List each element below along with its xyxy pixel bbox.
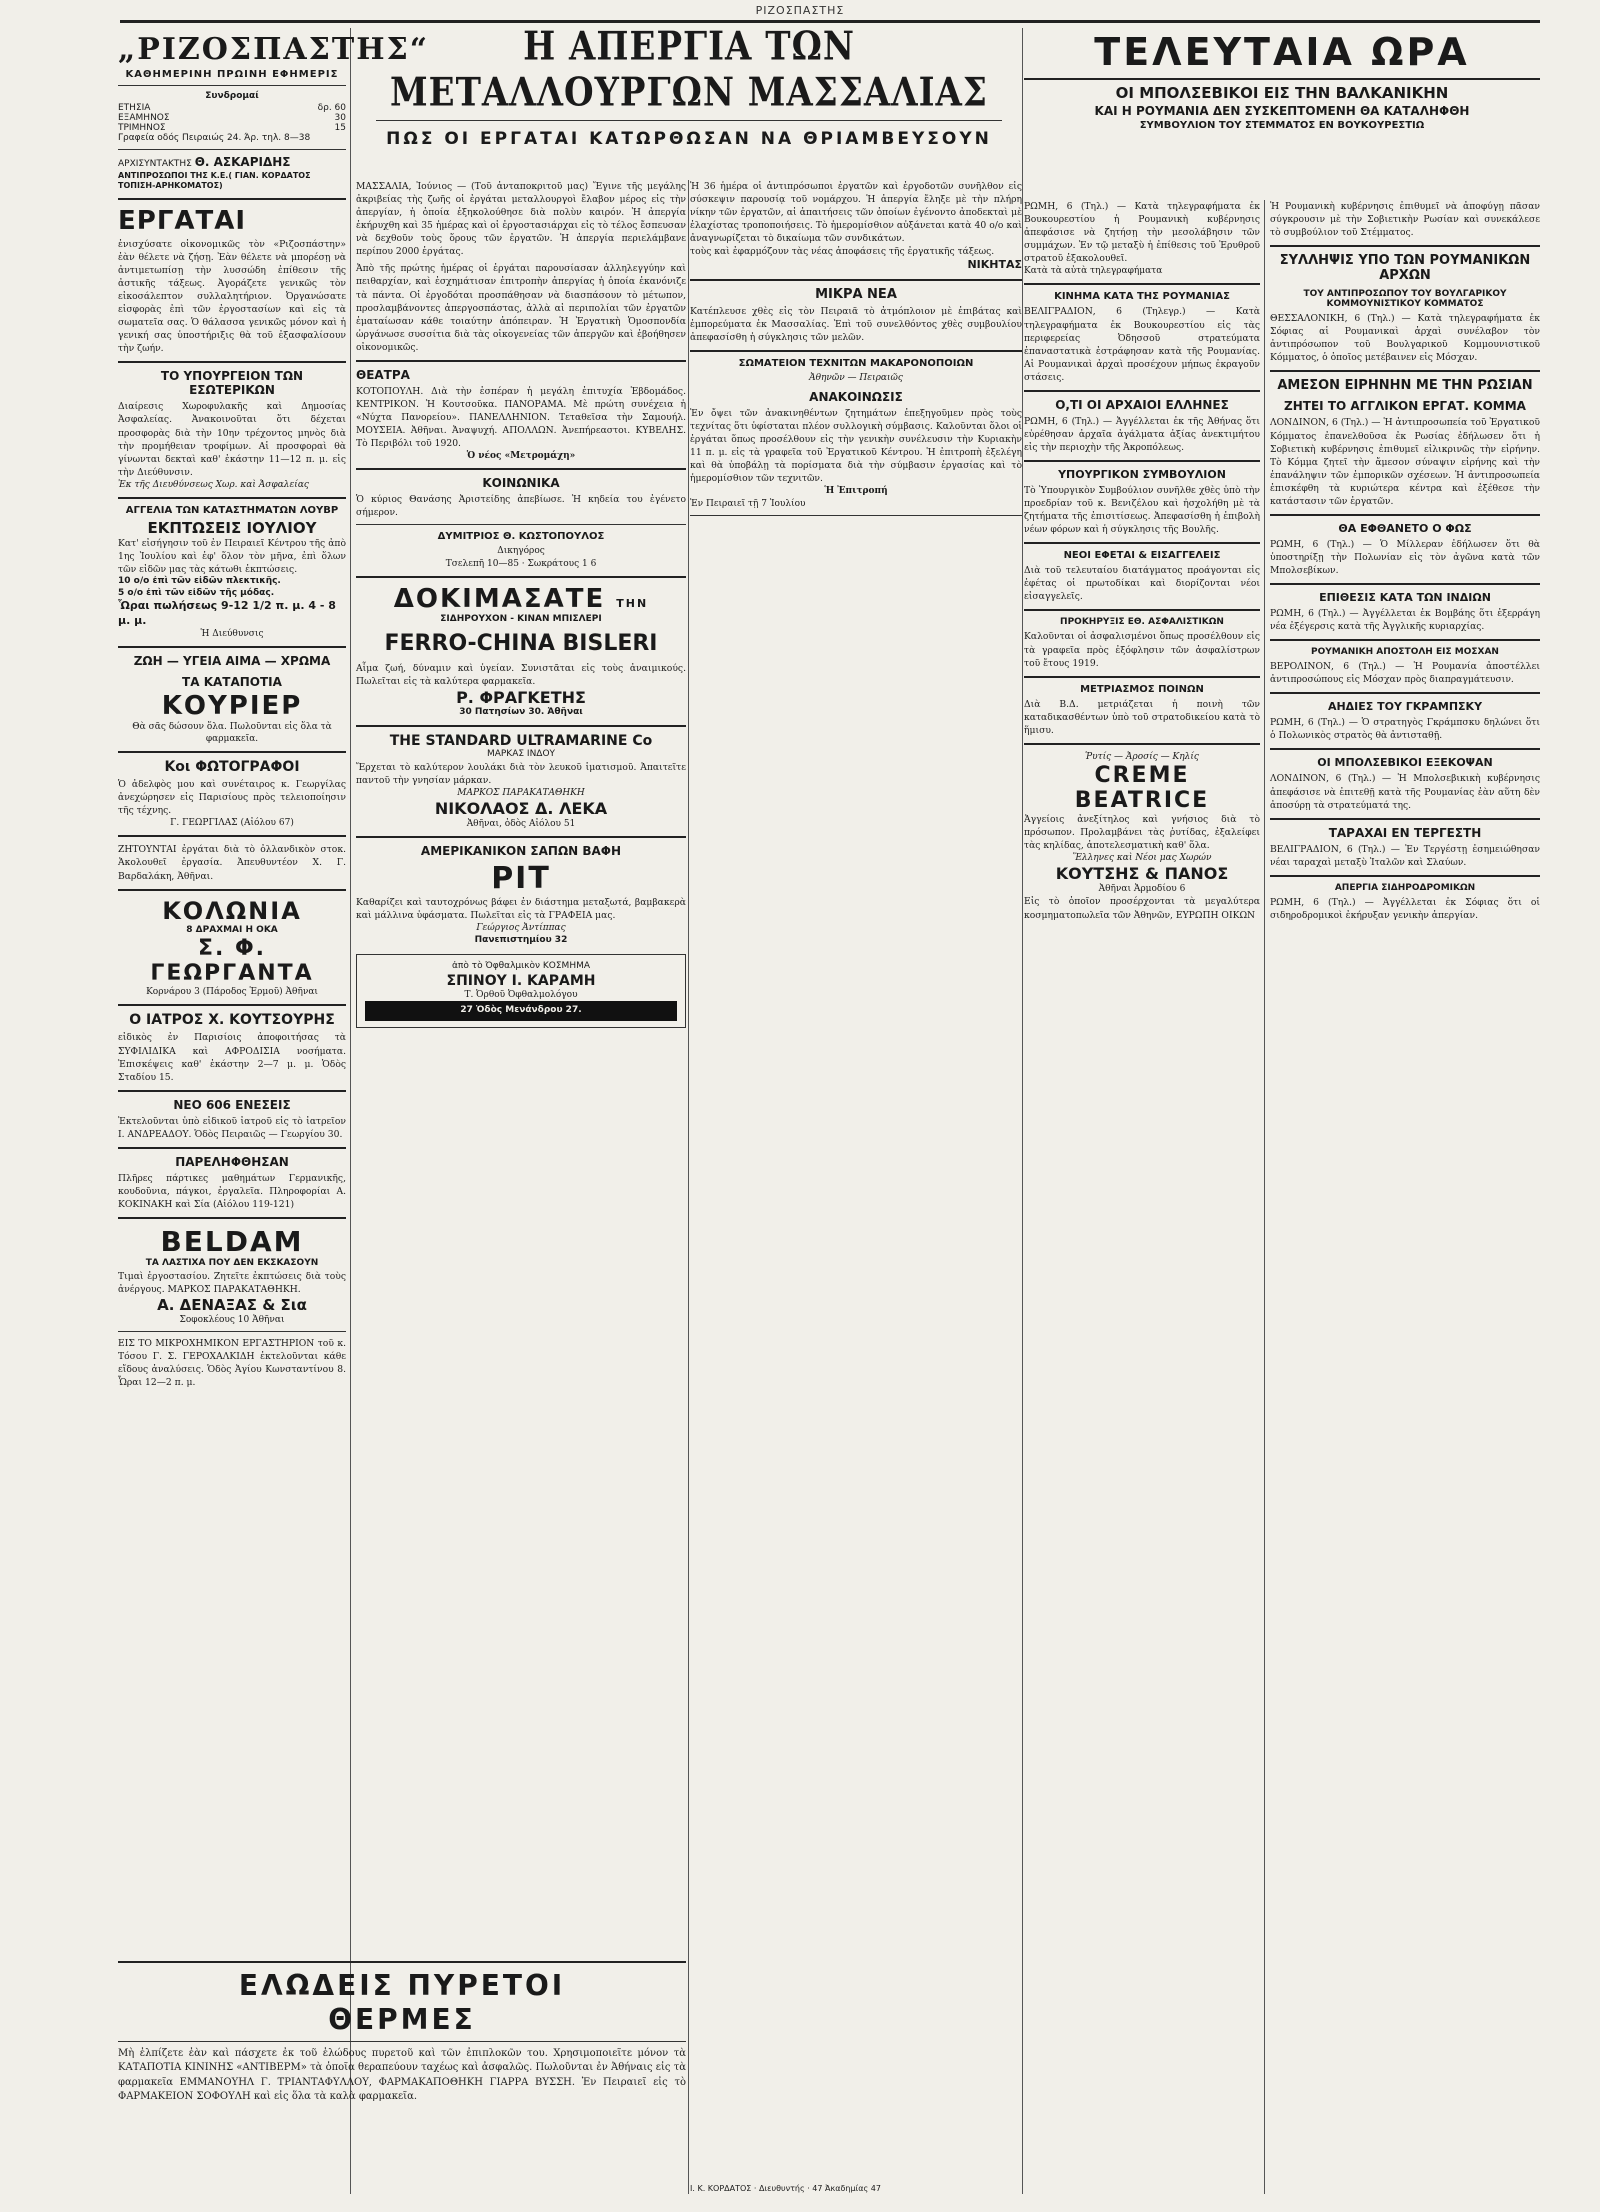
bolshevik-text: ΛΟΝΔΙΝΟΝ, 6 (Τηλ.) — Ἡ Μπολσεβικικὴ κυβέρνησις ἀπεφάσισε νὰ ἐπιτεθῇ κατὰ τῆς Ρουμανίας ἐὰν αὕτη δὲν ἀποσύρῃ τὰ στρατεύματά της. xyxy=(1270,773,1540,811)
india-heading: ΕΠΙΘΕΣΙΣ ΚΑΤΑ ΤΩΝ ΙΝΔΙΩΝ xyxy=(1319,591,1491,605)
column-rule xyxy=(350,28,351,2194)
main-headline xyxy=(356,24,1022,149)
shops-heading: ΑΓΓΕΛΙΑ ΤΩΝ ΚΑΤΑΣΤΗΜΑΤΩΝ ΛΟΥΒΡ xyxy=(125,504,339,516)
union-sign: Ἡ Ἐπιτροπή xyxy=(824,486,888,497)
union-footer: Ἐν Πειραιεῖ τῇ 7 Ἰουλίου xyxy=(690,498,806,509)
creme-heading: CREME BEATRICE xyxy=(1074,762,1210,813)
workers-heading: ΕΡΓΑΤΑΙ xyxy=(118,205,247,236)
shops-sign: Ἡ Διεύθυνσις xyxy=(200,629,264,640)
moscow-text: ΒΕΡΟΛΙΝΟΝ, 6 (Τηλ.) — Ἡ Ρουμανία ἀποστέλλει ἀντιπροσώπους εἰς Μόσχαν πρὸς διαπραγμάτευσιν. xyxy=(1270,661,1540,686)
subscription-row: ΕΞΑΜΗΝΟΣ 30 xyxy=(118,112,346,123)
moscow-heading: ΡΟΥΜΑΝΙΚΗ ΑΠΟΣΤΟΛΗ ΕΙΣ ΜΟΣΧΑΝ xyxy=(1311,647,1499,658)
cologne-price: 8 ΔΡΑΧΜΑΙ Η ΟΚΑ xyxy=(186,924,278,935)
archaeology-text: ΡΩΜΗ, 6 (Τηλ.) — Ἀγγέλλεται ἐκ τῆς Ἀθήνας ὅτι εὑρέθησαν ἀρχαῖα ἀγάλματα ἀξίας ἀνεκτιμήτου εἰς τὴν περιοχὴν τῆς Ἀκροπόλεως. xyxy=(1024,415,1260,453)
optician-sub: Τ. Ὀρθοῦ Ὀφθαλμολόγου xyxy=(464,989,578,1000)
peace-sub: ΖΗΤΕΙ ΤΟ ΑΓΓΛΙΚΟΝ ΕΡΓΑΤ. ΚΟΜΜΑ xyxy=(1284,399,1526,414)
judges-text: Διὰ τοῦ τελευταίου διατάγματος προάγονται εἰς ἐφέτας οἱ πρωτοδίκαι καὶ διορίζονται νέοι εἰσαγγελεῖς. xyxy=(1024,565,1260,603)
shops-pct2: 5 ο/ο ἐπὶ τῶν εἰδῶν τῆς μόδας. xyxy=(118,587,275,598)
union-city: Ἀθηνῶν — Πειραιῶς xyxy=(809,372,903,383)
beldam-name: Α. ΔΕΝΑΞΑΣ & Σια xyxy=(157,1295,307,1314)
running-head: ΡΙΖΟΣΠΑΣΤΗΣ xyxy=(755,4,845,17)
photo-sign: Γ. ΓΕΩΡΓΙΛΑΣ (Αἰόλου 67) xyxy=(170,818,294,829)
offer-heading: ΠΡΟΚΗΡΥΞΙΣ ΕΘ. ΑΣΦΑΛΙΣΤΙΚΩΝ xyxy=(1060,617,1224,628)
editor-line: ΑΡΧΙΣΥΝΤΑΚΤΗΣ Θ. ΑΣΚΑΡΙΔΗΣ xyxy=(118,155,291,170)
soap-address: Πανεπιστημίου 32 xyxy=(474,934,568,945)
offer-text: Καλοῦνται οἱ ἀσφαλισμένοι ὅπως προσέλθουν εἰς τὰ γραφεῖα πρὸς ἐξόφλησιν τῶν ἀσφαλίστρων τοῦ ἔτους 1919. xyxy=(1024,631,1260,669)
top-rule xyxy=(120,20,1540,23)
social-text: Ὁ κύριος Θανάσης Ἀριστείδης ἀπεβίωσε. Ἡ κηδεία του ἐγένετο σήμερον. xyxy=(356,494,686,519)
doctor-heading: Ο ΙΑΤΡΟΣ Χ. ΚΟΥΤΣΟΥΡΗΣ xyxy=(129,1012,335,1029)
last-hour-h2: ΚΑΙ Η ΡΟΥΜΑΝΙΑ ΔΕΝ ΣΥΣΚΕΠΤΟΜΕΝΗ ΘΑ ΚΑΤΑΛΗΦΘΗ xyxy=(1094,104,1470,118)
council-heading: ΥΠΟΥΡΓΙΚΟΝ ΣΥΜΒΟΥΛΙΟΝ xyxy=(1058,468,1226,482)
ferro-address: 30 Πατησίων 30. Ἀθῆναι xyxy=(459,707,583,718)
representatives: ΑΝΤΙΠΡΟΣΩΠΟΙ ΤΗΣ Κ.Ε.( ΓΙΑΝ. ΚΟΡΔΑΤΟΣ ΤΟΠΙΣΗ-ΑΡΗΚΟΜΑΤΟΣ) xyxy=(118,171,311,191)
cologne-heading: ΚΟΛΩΝΙΑ xyxy=(162,896,302,925)
ultramarine-depot: ΜΑΡΚΟΣ ΠΑΡΑΚΑΤΑΘΗΚΗ xyxy=(457,787,585,798)
ferro-agent: Ρ. ΦΡΑΓΚΕΤΗΣ xyxy=(456,688,586,708)
ministry-heading: ΤΟ ΥΠΟΥΡΓΕΙΟΝ ΤΩΝ ΕΣΩΤΕΡΙΚΩΝ xyxy=(160,369,304,398)
last-hour-title: ΤΕΛΕΥΤΑΙΑ ΩΡΑ xyxy=(1094,30,1470,74)
creme-tail: Εἰς τὸ ὁποῖον προσέρχονται τὰ μεγαλύτερα κοσμηματοπωλεῖα τῶν Ἀθηνῶν, ΕΥΡΩΠΗ ΟΙΚΩΝ xyxy=(1024,896,1260,921)
tenders-heading: ΠΑΡΕΛΗΦΘΗΣΑΝ xyxy=(175,1154,289,1169)
main-headline-subtitle: ΠΩΣ ΟΙ ΕΡΓΑΤΑΙ ΚΑΤΩΡΘΩΣΑΝ ΝΑ ΘΡΙΑΜΒΕΥΣΟΥΝ xyxy=(386,129,992,149)
fever-ad xyxy=(118,1955,686,2104)
try-sub: ΣΙΔΗΡΟΥΧΟΝ - ΚΙΝΑΝ ΜΠΙΣΛΕΡΙ xyxy=(440,613,602,624)
wanted-text: ΖΗΤΟΥΝΤΑΙ ἐργάται διὰ τὸ ὀλλανδικὸν στοκ. Ἀκολουθεῖ ἐργασία. Ἀπευθυντέον Χ. Γ. Βαρδαλάκη, Ἀθῆναι. xyxy=(118,844,346,882)
optician-name: ΣΠΙΝΟΥ Ι. ΚΑΡΑΜΗ xyxy=(446,972,596,989)
column-rule xyxy=(688,180,689,2194)
theatre-heading: ΘΕΑΤΡΑ xyxy=(356,367,410,382)
union-heading: ΣΩΜΑΤΕΙΟΝ ΤΕΧΝΙΤΩΝ ΜΑΚΑΡΟΝΟΠΟΙΩΝ xyxy=(738,357,974,369)
ultramarine-text: Ἔρχεται τὸ καλύτερον λουλάκι διὰ τὸν λευκοῦ ἱματισμοῦ. Ἀπαιτεῖτε παντοῦ τὴν γνησίαν μάρκαν. xyxy=(356,761,686,786)
last-hour-h1: ΟΙ ΜΠΟΛΣΕΒΙΚΟΙ ΕΙΣ ΤΗΝ ΒΑΛΚΑΝΙΚΗΝ xyxy=(1115,84,1449,102)
judges-heading: ΝΕΟΙ ΕΦΕΤΑΙ & ΕΙΣΑΓΓΕΛΕΙΣ xyxy=(1063,550,1221,562)
beldam-address: Σοφοκλέους 10 Ἀθῆναι xyxy=(179,1314,285,1325)
small-news-text: Κατέπλευσε χθὲς εἰς τὸν Πειραιᾶ τὸ ἀτμόπλοιον μὲ ἐπιβάτας καὶ ἐμπορεύματα ἐκ Μασσαλίας. Ἐπὶ τοῦ συνελθόντος χθὲς συμβουλίου ἀπεφασίσθη ἡ σύγκλησις τῶν μελῶν. xyxy=(690,305,1022,343)
beldam-text: Τιμαὶ ἐργοστασίου. Ζητεῖτε ἐκπτώσεις διὰ τοὺς ἀνέργους. ΜΑΡΚΟΣ ΠΑΡΑΚΑΤΑΘΗΚΗ. xyxy=(118,1270,346,1295)
romania-lead-tail: Κατὰ τὰ αὐτὰ τηλεγραφήματα xyxy=(1024,266,1163,277)
soap-agent: Γεώργιος Ἀντίππας xyxy=(476,923,566,934)
soap-brand: PIT xyxy=(491,861,551,897)
doctor-text: εἰδικὸς ἐν Παρισίοις ἀποφοιτήσας τὰ ΣΥΦΙΛΙΔΙΚΑ καὶ ΑΦΡΟΔΙΣΙΑ νοσήματα. Ἐπισκέψεις καθ' ἑκάστην 2—7 μ. μ. Ὁδὸς Σταδίου 15. xyxy=(118,1032,346,1083)
photo-text: Ὁ ἀδελφὸς μου καὶ συνέταιρος κ. Γεωργίλας ἀνεχώρησεν εἰς Παρισίους πρὸς τελειοποίησιν τῆς τέχνης. xyxy=(118,779,346,817)
article-lead: ΜΑΣΣΑΛΙΑ, Ἰούνιος — (Τοῦ ἀνταποκριτοῦ μας) Ἔγινε τῆς μεγάλης ἀκριβείας τὴς ζωῆς οἱ ἐργάται μεταλλουργοὶ ἔλαβον μέρος εἰς τὴν ἀπεργίαν, ἡ ὁποία ἐξηκολούθησε διὰ πολὺν καιρόν. Ἡ ἀπεργία ἐκήρυχθη καὶ 35 ἡμέρας καὶ οἱ ἐργοστασιάρχαι εἰς τὸ τέλος ἔσπευσαν νὰ δεχθοῦν τοὺς ὅρους τῶν ἐργατῶν. Ἡ ἀπεργία περιελάμβανε περίπου 2000 ἐργάτας. xyxy=(356,181,686,258)
subscription-row: ΤΡΙΜΗΝΟΣ 15 xyxy=(118,122,346,133)
soap-text: Καθαρίζει καὶ ταυτοχρόνως βάφει ἐν διάστημα μεταξωτά, βαμβακερὰ καὶ μάλλινα ὑφάσματα. Πωλεῖται εἰς τὰ ΓΡΑΦΕΙΑ μας. xyxy=(356,897,686,922)
council-lead: Ἡ Ρουμανικὴ κυβέρνησις ἐπιθυμεῖ νὰ ἀποφύγῃ πᾶσαν σύγκρουσιν μὲ τὴν Σοβιετικὴν Ρωσίαν καὶ συνεκάλεσε τὸ συμβούλιον τοῦ Στέμματος. xyxy=(1270,201,1540,239)
pills-heading: ΤΑ ΚΑΤΑΠΟΤΙΑ ΚΟΥΡΙΕΡ xyxy=(161,675,303,721)
strike-text: ΒΕΛΙΓΡΑΔΙΟΝ, 6 (Τηλεγρ.) — Κατὰ τηλεγραφήματα ἐκ Βουκουρεστίου εἰς τὰς περιφερείας Ὀδησσοῦ στρατεύματα ἐπαναστατικὰ ἐστράφησαν κατὰ τῆς Ρουμανίας. Αἱ Ρουμανικαὶ ἀρχαὶ προσέχουν μήπως ἐκραγοῦν στάσεις. xyxy=(1024,306,1260,383)
column-d xyxy=(1024,200,1260,2194)
penalties-text: Διὰ Β.Δ. μετριάζεται ἡ ποινὴ τῶν καταδικασθέντων ὑπὸ τοῦ στρατοδικείου κατὰ τὸ ἥμισυ. xyxy=(1024,698,1260,736)
life-heading: ΖΩΗ — ΥΓΕΙΑ ΑΙΜΑ — ΧΡΩΜΑ xyxy=(133,654,331,669)
tenders-text: Πλῆρες πάρτικες μαθημάτων Γερμανικῆς, κουδοῦνια, πάγκοι, ἐργαλεῖα. Πληροφορίαι Α. ΚΟΚΙΝΑΚΗ καὶ Σία (Αἰόλου 119-121) xyxy=(118,1172,346,1210)
cologne-name: Σ. Φ. ΓΕΩΡΓΑΝΤΑ xyxy=(150,936,314,987)
creme-sign: Ἕλληνες καὶ Νέοι μας Χωρών xyxy=(1072,853,1212,864)
arrest-sub: ΤΟΥ ΑΝΤΙΠΡΟΣΩΠΟΥ ΤΟΥ ΒΟΥΛΓΑΡΙΚΟΥ ΚΟΜΜΟΥΝΙΣΤΙΚΟΥ ΚΟΜΜΑΤΟΣ xyxy=(1303,289,1507,310)
small-news-heading: ΜΙΚΡΑ ΝΕΑ xyxy=(815,286,897,302)
lawyer-sub: Δικηγόρος xyxy=(497,546,545,557)
arrest-text: ΘΕΣΣΑΛΟΝΙΚΗ, 6 (Τηλ.) — Κατὰ τηλεγραφήματα ἐκ Σόφιας αἱ Ρουμανικαὶ ἀρχαὶ συνέλαβον τὸν ἀντιπρόσωπον τοῦ Βουλγαρικοῦ Κομμουνιστικοῦ Κόμματος, ὁ ὁποῖος μετέβαινεν εἰς Μόσχαν. xyxy=(1270,313,1540,364)
peace-text: ΛΟΝΔΙΝΟΝ, 6 (Τηλ.) — Ἡ ἀντιπροσωπεία τοῦ Ἐργατικοῦ Κόμματος ἐπανελθοῦσα ἐκ Ρωσίας ἐδήλωσεν ὅτι ἡ Σοβιετικὴ κυβέρνησις ἐπιθυμεῖ εἰλικρινῶς τὴν εἰρήνην. Τὸ Κόμμα ζητεῖ τὴν ἄμεσον σύναψιν εἰρήνης καὶ τὴν ἐπανάληψιν τῶν ἐμπορικῶν σχέσεων. Ἡ ἀντιπροσωπεία ἐπισκέφθη τὰ κυριώτερα κέντρα καὶ ἐξέθεσε τὴν κατάστασιν τῶν ἐργατῶν. xyxy=(1270,417,1540,507)
arrest-heading: ΣΥΛΛΗΨΙΣ ΥΠΟ ΤΩΝ ΡΟΥΜΑΝΙΚΩΝ ΑΡΧΩΝ xyxy=(1279,253,1531,284)
shops-text: Κατ' εἰσήγησιν τοῦ ἐν Πειραιεῖ Κέντρου τῆς ἀπὸ 1ης Ἰουλίου καὶ ἐφ' ὅλον τὸν μῆνα, ἐπὶ ὅλων τῶν εἰδῶν μας τὰς κάτωθι ἐκπτώσεις. xyxy=(118,537,346,576)
social-heading: ΚΟΙΝΩΝΙΚΑ xyxy=(482,476,560,491)
ministry-sign: Ἐκ τῆς Διευθύνσεως Χωρ. καὶ Ἀσφαλείας xyxy=(118,479,309,490)
ministry-text: Διαίρεσις Χωροφυλακῆς καὶ Δημοσίας Ἀσφαλείας. Ἀνακοινοῦται ὅτι δέχεται προσφορὰς διὰ τὴν 10ην τρέχοντος μηνὸς διὰ τὴν προμήθειαν τροφίμων. Αἱ προσφοραὶ θὰ γίνωνται δεκταὶ καθ' ἑκάστην 11—12 π. μ. εἰς τὴν Διεύθυνσιν. xyxy=(118,401,346,478)
shops-pct1: 10 ο/ο ἐπὶ τῶν εἰδῶν πλεκτικῆς. xyxy=(118,576,281,587)
ferro-text: Αἷμα ζωή, δύναμιν καὶ ὑγείαν. Συνιστᾶται εἰς τοὺς ἀναιμικούς. Πωλεῖται εἰς τὰ καλύτερα φαρμακεῖα. xyxy=(356,663,686,688)
last-hour-header xyxy=(1024,30,1540,133)
masthead-title: „ΡΙΖΟΣΠΑΣΤΗΣ“ xyxy=(118,32,430,67)
ultramarine-agent: ΝΙΚΟΛΑΟΣ Δ. ΛΕΚΑ xyxy=(434,799,608,819)
peace-heading: ΑΜΕΣΟΝ ΕΙΡΗΝΗΝ ΜΕ ΤΗΝ ΡΩΣΙΑΝ xyxy=(1277,378,1533,394)
article-sign: ΝΙΚΗΤΑΣ xyxy=(967,258,1022,272)
riot-text: ΒΕΛΙΓΡΑΔΙΟΝ, 6 (Τηλ.) — Ἐν Τεργέστῃ ἐσημειώθησαν νέαι ταραχαὶ μεταξὺ Ἰταλῶν καὶ Σλαύων. xyxy=(1270,843,1540,868)
strike-heading: ΚΙΝΗΜΑ ΚΑΤΑ ΤΗΣ ΡΟΥΜΑΝΙΑΣ xyxy=(1054,291,1230,303)
column-c xyxy=(690,180,1022,2194)
railway-text: ΡΩΜΗ, 6 (Τηλ.) — Ἀγγέλλεται ἐκ Σόφιας ὅτι οἱ σιδηροδρομικοὶ ἐκήρυξαν γενικὴν ἀπεργίαν. xyxy=(1270,896,1540,921)
ultramarine-address: Ἀθῆναι, ὁδὸς Αἰόλου 51 xyxy=(466,819,576,830)
fever-text: Μὴ ἐλπίζετε ἐὰν καὶ πάσχετε ἐκ τοῦ ἑλώδους πυρετοῦ καὶ τῶν ἐπιπλοκῶν του. Χρησιμοποιεῖτε μόνον τὰ ΚΑΤΑΠΟΤΙΑ ΚΙΝΙΝΗΣ «ΑΝΤΙΒΕΡΜ» τὰ ὁποῖα θεραπεύουν ταχέως καὶ ἀσφαλῶς. Πωλοῦνται ἐν Ἀθήναις εἰς τὰ φαρμακεῖα ΕΜΜΑΝΟΥΗΛ Γ. ΤΡΙΑΝΤΑΦΥΛΛΟΥ, ΦΑΡΜΑΚΑΠΟΘΗΚΗ ΓΙΑΡΡΑ ΒΥΣΣΗ. Ἐν Πειραιεῖ εἰς τὸ ΦΑΡΜΑΚΕΙΟΝ ΣΟΦΟΥΛΗ καὶ εἰς ὅλα τὰ καλὰ φαρμακεῖα. xyxy=(118,2048,686,2102)
union-notice: ΑΝΑΚΟΙΝΩΣΙΣ xyxy=(809,390,903,404)
photo-heading: Κοι ΦΩΤΟΓΡΑΦΟΙ xyxy=(164,759,300,776)
theatre-text: ΚΟΤΟΠΟΥΛΗ. Διὰ τὴν ἑσπέραν ἡ μεγάλη ἐπιτυχία Ἑβδομάδος. ΚΕΝΤΡΙΚΟΝ. Ἡ Κουτσοῦκα. ΠΑΝΟΡΑΜΑ. Μὲ πρώτη συνέχεια ἡ «Νύχτα Πανορείου». ΠΑΝΕΛΛΗΝΙΟΝ. Τεταθεῖσα τὴν Σαμουήλ. ΜΟΥΣΕΙΑ. Ἀθῆναι. Ἀναψυχή. ΑΠΟΛΛΩΝ. Ἀνεπήρεαστοι. ΚΥΒΕΛΗΣ. Τὸ Περιβόλι τοῦ 1920. xyxy=(356,385,686,450)
india-text: ΡΩΜΗ, 6 (Τηλ.) — Ἀγγέλλεται ἐκ Βομβάης ὅτι ἐξερράγη νέα ἐξέγερσις κατὰ τῆς Ἀγγλικῆς κυριαρχίας. xyxy=(1270,608,1540,633)
main-headline-title: Η ΑΠΕΡΓΙΑ ΤΩΝ ΜΕΤΑΛΛΟΥΡΓΩΝ ΜΑΣΣΑΛΙΑΣ xyxy=(390,24,988,116)
beldam-heading: BELDAM xyxy=(160,1225,304,1258)
ferro-brand: FERRO-CHINA BISLERI xyxy=(384,631,658,657)
try-heading: ΔΟΚΙΜΑΣΑΤΕ ΤΗΝ xyxy=(393,583,649,614)
discounts-heading: ΕΚΠΤΩΣΕΙΣ ΙΟΥΛΙΟΥ xyxy=(147,518,317,537)
ultramarine-sub: ΜΑΡΚΑΣ ΙΝΔΟΥ xyxy=(486,749,556,760)
grabski-text: ΡΩΜΗ, 6 (Τηλ.) — Ὁ στρατηγὸς Γκράμπσκυ δηλώνει ὅτι ὁ Πολωνικὸς στρατὸς θὰ ἀντισταθῇ. xyxy=(1270,717,1540,742)
article-continued: Ἡ 36 ἡμέρα οἱ ἀντιπρόσωποι ἐργατῶν καὶ ἐργοδοτῶν συνῆλθον εἰς σύσκεψιν παρουσίᾳ τοῦ νομάρχου. Ἡ ἀπεργία ἔληξε μὲ τὴν πλήρη νίκην τῶν ἐργατῶν, αἱ ἀπαιτήσεις τῶν ὁποίων ἐγένοντο ἀποδεκταὶ μὲ ἐλαχίστας τροποποιήσεις. Τὸ ἡμερομίσθιον αὐξάνεται κατὰ 40 ο/ο καὶ ἀναγνωρίζεται τὸ δικαίωμα τῶν συνδικάτων. xyxy=(690,181,1022,245)
union-text: Ἐν ὄψει τῶν ἀνακινηθέντων ζητημάτων ἐπεξηγοῦμεν πρὸς τοὺς τεχνίτας ὅτι ὑφίσταται πλέον συλλογικὴ σύμβασις. Καλοῦνται ὅλοι οἱ ἐργάται ὅπως προσέλθουν εἰς τὴν γενικὴν συνέλευσιν τὴν Κυριακὴν 11 π. μ. εἰς τὰ γραφεῖα τοῦ Ἐργατικοῦ Κέντρου. Ἡ ἐπιτροπὴ ἐξελέγη καὶ θὰ ὑποβάλῃ τὰ πορίσματα διὰ τὴν σύμβασιν ἐργασίας καὶ τὸ ἡμερομίσθιον τῶν τεχνιτῶν. xyxy=(690,408,1022,485)
light-heading: ΘΑ ΕΦΘΑΝΕΤΟ Ο ΦΩΣ xyxy=(1338,521,1472,535)
creme-pre: Ῥυτίς — Ἀροσίς — Κηλίς xyxy=(1085,751,1199,762)
column-e xyxy=(1270,200,1540,2194)
ultramarine-brand: THE STANDARD ULTRAMARINE Co xyxy=(389,733,653,750)
creme-agent: ΚΟΥΤΣΗΣ & ΠΑΝΟΣ xyxy=(1055,864,1229,884)
fever-heading-1: ΕΛΩΔΕΙΣ ΠΥΡΕΤΟΙ xyxy=(238,1969,566,2002)
column-rule xyxy=(1022,28,1023,2194)
lawyer-address: Τσελεπῆ 10—85 · Σωκράτους 1 6 xyxy=(445,558,597,569)
printer-line: Ι. Κ. ΚΟΡΔΑΤΟΣ · Διευθυντής · 47 Ἀκαδημίας 47 xyxy=(690,2183,881,2193)
railway-heading: ΑΠΕΡΓΙΑ ΣΙΔΗΡΟΔΡΟΜΙΚΩΝ xyxy=(1334,882,1476,893)
creme-text: Ἀγγείοις ἀνεξίτηλος καὶ γνήσιος διὰ τὸ πρόσωπον. Προλαμβάνει τὰς ῥυτίδας, ἐξαλείφει τὰς κηλίδας, ἀποτελεσματικὴ καθ' ὅλα. xyxy=(1024,813,1260,852)
lawyer-heading: ΔΥΜΙΤΡΙΟΣ Θ. ΚΩΣΤΟΠΟΥΛΟΣ xyxy=(437,531,605,543)
masthead-subtitle: ΚΑΘΗΜΕΡΙΝΗ ΠΡΩΙΝΗ ΕΦΗΜΕΡΙΣ xyxy=(125,69,339,80)
neo-text: Ἐκτελοῦνται ὑπὸ εἰδικοῦ ἰατροῦ εἰς τὸ ἰατρεῖον Ι. ΑΝΔΡΕΑΔΟΥ. Ὁδὸς Πειραιῶς — Γεωργίου 30. xyxy=(118,1115,346,1140)
cologne-address: Κορνάρου 3 (Πάροδος Ἑρμοῦ) Ἀθῆναι xyxy=(146,987,318,998)
riot-heading: ΤΑΡΑΧΑΙ ΕΝ ΤΕΡΓΕΣΤΗ xyxy=(1328,825,1482,840)
last-hour-h3: ΣΥΜΒΟΥΛΙΟΝ ΤΟΥ ΣΤΕΜΜΑΤΟΣ ΕΝ ΒΟΥΚΟΥΡΕΣΤΙΩ xyxy=(1139,120,1425,131)
offices: Γραφεία οδός Πειραιώς 24. Άρ. τηλ. 8—38 xyxy=(118,132,311,143)
penalties-heading: ΜΕΤΡΙΑΣΜΟΣ ΠΟΙΝΩΝ xyxy=(1080,683,1204,695)
article-body: Ἀπὸ τῆς πρώτης ἡμέρας οἱ ἐργάται παρουσίασαν ἀλληλεγγύην καὶ πειθαρχίαν, καὶ ἐσχημάτισαν ἐπιτροπὴν ἀπεργίας ἡ ὁποία ἐκανόνιζε τὰ πάντα. Οἱ ἐργοδόται προσπάθησαν νὰ διασπάσουν τὸ μέτωπον, προσλαμβάνοντες ἀπεργοσπάστας, ἀλλὰ αἱ περιπολίαι τῶν ἐργατῶν ἐματαίωσαν κάθε τοιαύτην ἀπόπειραν. Ἡ Ἐργατικὴ Ὁμοσπονδία ὠργάνωσε συσσίτια διὰ τὰς οἰκογενείας τῶν ἀπεργῶν καὶ ἐβοήθησεν οἰκονομικῶς. xyxy=(356,263,686,353)
optician-address: 27 Ὁδὸς Μενάνδρου 27. xyxy=(365,1001,677,1021)
light-text: ΡΩΜΗ, 6 (Τηλ.) — Ὁ Μίλλεραν ἐδήλωσεν ὅτι θὰ ὑποστηρίξῃ τὴν Πολωνίαν εἰς τὸν ἀγῶνα κατὰ τῶν Μπολσεβίκων. xyxy=(1270,538,1540,576)
council-text: Τὸ Ὑπουργικὸν Συμβούλιον συνῆλθε χθὲς ὑπὸ τὴν προεδρίαν τοῦ κ. Βενιζέλου καὶ ἠσχολήθη μὲ τὰ ζητήματα τῆς ἐπισιτίσεως. Ἀπεφασίσθη ἡ ἐπιβολὴ νέων φόρων καὶ ἡ σύγκλησις τῆς Βουλῆς. xyxy=(1024,485,1260,536)
neo-heading: ΝΕΟ 606 ΕΝΕΣΕΙΣ xyxy=(173,1097,291,1112)
workers-text: ἐνισχύσατε οἰκονομικῶς τὸν «Ριζοσπάστην» ἐὰν θέλετε νὰ ζήσῃ. Ἐὰν θέλετε νὰ μπορέσῃ νὰ ἀντιμετωπίσῃ τὴν λυσσώδη ἐπίθεσιν τῆς ἀστικῆς τάξεως. Ἀγοράζετε γενικῶς τὸν εἰκοσάλεπτον συλλαλητήριον. Ὀργανώσατε εἰσφορὰς ἐπὶ τῶν ἐργοστασίων καὶ εἰς τὰ σωματεῖα σας. Ὁ θάλασσα γενικῶς μόνον καὶ ἡ γενική σας ὑποστήριξις θὰ τοῦ ἐξασφαλίσουν τὴν ζωήν. xyxy=(118,238,346,355)
archaeology-heading: Ο,ΤΙ ΟΙ ΑΡΧΑΙΟΙ ΕΛΛΗΝΕΣ xyxy=(1055,397,1229,412)
subscriptions-label: Συνδρομαί xyxy=(205,91,259,101)
romania-lead: ΡΩΜΗ, 6 (Τηλ.) — Κατὰ τηλεγραφήματα ἐκ Βουκουρεστίου ἡ Ρουμανικὴ κυβέρνησις ἀπεφάσισε νὰ ζητήσῃ τὴν μεσολάβησιν τῶν συμμάχων. Ἐν τῷ μεταξὺ ἡ ἐπίθεσις τοῦ Ἐρυθροῦ στρατοῦ ἐξακολουθεῖ. xyxy=(1024,201,1260,265)
column-rule xyxy=(1264,200,1265,2194)
shops-hours: Ὧραι πωλήσεως 9-12 1/2 π. μ. 4 - 8 μ. μ. xyxy=(118,599,336,627)
pills-text: Θὰ σᾶς δώσουν ὅλα. Πωλοῦνται εἰς ὅλα τὰ φαρμακεῖα. xyxy=(132,721,332,744)
beldam-sub: ΤΑ ΛΑΣΤΙΧΑ ΠΟΥ ΔΕΝ ΕΚΣΚΑΣΟΥΝ xyxy=(145,1258,319,1268)
optician-heading: ἀπὸ τὸ Ὀφθαλμικὸν ΚΟΣΜΗΜΑ xyxy=(451,961,591,972)
grabski-heading: ΑΗΔΙΕΣ ΤΟΥ ΓΚΡΑΜΠΣΚΥ xyxy=(1327,700,1483,714)
lab-text: ΕΙΣ ΤΟ ΜΙΚΡΟΧΗΜΙΚΟΝ ΕΡΓΑΣΤΗΡΙΟΝ τοῦ κ. Τόσου Γ. Σ. ΓΕΡΟΧΑΛΚΙΔΗ ἐκτελοῦνται κάθε εἴδους ἀναλύσεις. Ὁδὸς Ἀγίου Κωνσταντίνου 8. Ὧραι 12—2 π. μ. xyxy=(118,1337,346,1389)
fever-heading-2: ΘΕΡΜΕΣ xyxy=(328,2002,476,2036)
theatre-note: Ὁ νέος «Μετρομάχη» xyxy=(466,451,576,462)
creme-address: Ἀθῆναι Ἀρμοδίου 6 xyxy=(1098,884,1186,895)
bolshevik-heading: ΟΙ ΜΠΟΛΣΕΒΙΚΟΙ ΕΞΕΚΟΨΑΝ xyxy=(1317,756,1493,770)
article-tail: τοὺς καὶ ἐφαρμόζουν τὰς νέας ἀποφάσεις τῆς ἐργατικῆς τάξεως. xyxy=(690,246,995,258)
subscription-row: ΕΤΗΣΙΑ δρ. 60 xyxy=(118,102,346,113)
optician-ad xyxy=(356,954,686,1028)
column-b xyxy=(356,180,686,2194)
soap-heading: ΑΜΕΡΙΚΑΝΙΚΟΝ ΣΑΠΩΝ ΒΑΦΗ xyxy=(420,844,622,859)
